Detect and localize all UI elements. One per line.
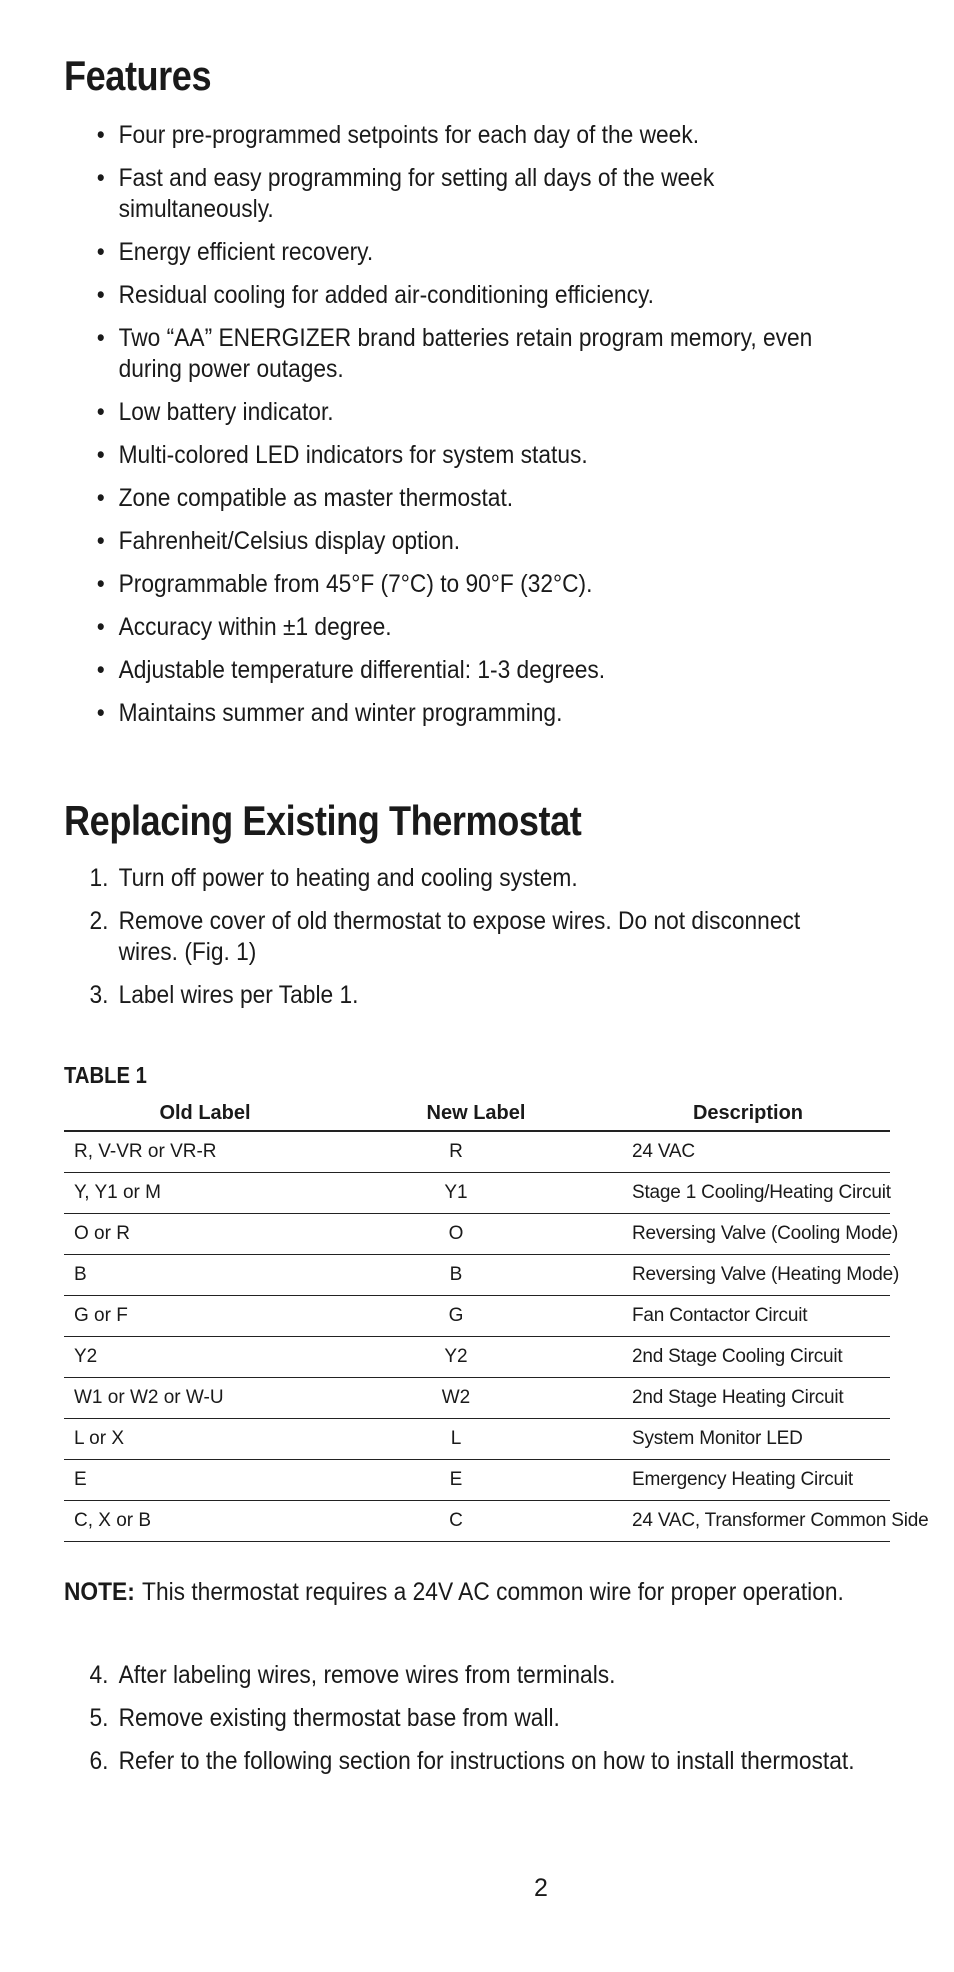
bullet-marker: • — [96, 121, 105, 149]
description-cell: 2nd Stage Cooling Circuit — [606, 1337, 890, 1378]
step-number: 4. — [89, 1661, 109, 1689]
new-label-cell: O — [346, 1214, 606, 1255]
step-item — [64, 1746, 865, 1777]
old-label-cell: O or R — [64, 1214, 346, 1255]
step-text: Remove existing thermostat base from wall. — [118, 1704, 560, 1732]
feature-text: Maintains summer and winter programming. — [118, 699, 563, 727]
features-list — [64, 120, 944, 741]
step-item — [64, 1660, 865, 1691]
feature-item — [64, 163, 865, 225]
note — [64, 1578, 844, 1607]
bullet-marker: • — [96, 164, 105, 192]
description-cell: Reversing Valve (Heating Mode) — [606, 1255, 890, 1296]
new-label-cell: G — [346, 1296, 606, 1337]
old-label-cell: W1 or W2 or W-U — [64, 1378, 346, 1419]
feature-item — [64, 440, 865, 471]
feature-text: Four pre-programmed setpoints for each day of the week. — [118, 121, 700, 149]
step-text: Label wires per Table 1. — [118, 981, 359, 1009]
new-label-cell: W2 — [346, 1378, 606, 1419]
feature-text: Programmable from 45°F (7°C) to 90°F (32°C). — [118, 570, 593, 598]
table-row — [64, 1214, 890, 1255]
header-description: Description — [606, 1096, 890, 1131]
table-header-row — [64, 1096, 890, 1131]
description-cell: 2nd Stage Heating Circuit — [606, 1378, 890, 1419]
new-label-cell: E — [346, 1460, 606, 1501]
note-label: NOTE: — [64, 1578, 135, 1606]
feature-text: Fast and easy programming for setting all days of the week simultaneously. — [118, 164, 715, 223]
table-label: TABLE 1 — [64, 1062, 147, 1088]
feature-text: Low battery indicator. — [118, 398, 334, 426]
new-label-cell: B — [346, 1255, 606, 1296]
bullet-marker: • — [96, 484, 105, 512]
note-text: This thermostat requires a 24V AC common wire for proper operation. — [142, 1578, 844, 1606]
step-text: Refer to the following section for instructions on how to install thermostat. — [118, 1747, 855, 1775]
feature-item — [64, 120, 865, 151]
feature-text: Residual cooling for added air-conditioning efficiency. — [118, 281, 654, 309]
page-number: 2 — [534, 1874, 548, 1902]
step-text: Turn off power to heating and cooling system. — [118, 864, 578, 892]
old-label-cell: Y, Y1 or M — [64, 1173, 346, 1214]
description-cell: Stage 1 Cooling/Heating Circuit — [606, 1173, 890, 1214]
feature-text: Energy efficient recovery. — [118, 238, 374, 266]
bullet-marker: • — [96, 570, 105, 598]
table-row — [64, 1337, 890, 1378]
header-old-label: Old Label — [64, 1096, 346, 1131]
features-heading: Features — [64, 52, 212, 99]
step-number: 6. — [89, 1747, 109, 1775]
description-cell: 24 VAC — [606, 1131, 890, 1173]
old-label-cell: B — [64, 1255, 346, 1296]
step-item — [64, 1703, 865, 1734]
old-label-cell: G or F — [64, 1296, 346, 1337]
bullet-marker: • — [96, 613, 105, 641]
old-label-cell: E — [64, 1460, 346, 1501]
feature-text: Adjustable temperature differential: 1-3 degrees. — [118, 656, 606, 684]
new-label-cell: Y1 — [346, 1173, 606, 1214]
table-row — [64, 1419, 890, 1460]
bullet-marker: • — [96, 527, 105, 555]
table-row — [64, 1173, 890, 1214]
step-text: After labeling wires, remove wires from terminals. — [118, 1661, 616, 1689]
feature-item — [64, 237, 865, 268]
feature-item — [64, 526, 865, 557]
step-number: 2. — [89, 907, 109, 935]
feature-text: Accuracy within ±1 degree. — [118, 613, 392, 641]
bullet-marker: • — [96, 699, 105, 727]
step-number: 5. — [89, 1704, 109, 1732]
feature-text: Two “AA” ENERGIZER brand batteries retain program memory, even during power outages. — [118, 324, 813, 383]
table-row — [64, 1296, 890, 1337]
old-label-cell: C, X or B — [64, 1501, 346, 1542]
feature-text: Multi-colored LED indicators for system status. — [118, 441, 588, 469]
feature-item — [64, 655, 865, 686]
replacing-heading: Replacing Existing Thermostat — [64, 797, 582, 844]
new-label-cell: C — [346, 1501, 606, 1542]
old-label-cell: Y2 — [64, 1337, 346, 1378]
feature-item — [64, 323, 865, 385]
bullet-marker: • — [96, 398, 105, 426]
new-label-cell: L — [346, 1419, 606, 1460]
steps-list-part-2 — [64, 1660, 944, 1789]
feature-text: Fahrenheit/Celsius display option. — [118, 527, 461, 555]
feature-item — [64, 698, 865, 729]
table-row — [64, 1501, 890, 1542]
table-row — [64, 1255, 890, 1296]
table-row — [64, 1460, 890, 1501]
bullet-marker: • — [96, 238, 105, 266]
description-cell: Fan Contactor Circuit — [606, 1296, 890, 1337]
old-label-cell: R, V-VR or VR-R — [64, 1131, 346, 1173]
step-item — [64, 906, 865, 968]
new-label-cell: R — [346, 1131, 606, 1173]
bullet-marker: • — [96, 441, 105, 469]
header-new-label: New Label — [346, 1096, 606, 1131]
feature-item — [64, 483, 865, 514]
step-item — [64, 980, 865, 1011]
wiring-table — [64, 1096, 929, 1542]
description-cell: System Monitor LED — [606, 1419, 890, 1460]
table-row — [64, 1131, 890, 1173]
bullet-marker: • — [96, 281, 105, 309]
table-row — [64, 1378, 890, 1419]
bullet-marker: • — [96, 324, 105, 352]
feature-item — [64, 612, 865, 643]
bullet-marker: • — [96, 656, 105, 684]
step-text: Remove cover of old thermostat to expose wires. Do not disconnect wires. (Fig. 1) — [118, 907, 801, 966]
feature-item — [64, 280, 865, 311]
old-label-cell: L or X — [64, 1419, 346, 1460]
description-cell: 24 VAC, Transformer Common Side — [606, 1501, 890, 1542]
feature-item — [64, 397, 865, 428]
feature-item — [64, 569, 865, 600]
steps-list-part-1 — [64, 863, 944, 1023]
new-label-cell: Y2 — [346, 1337, 606, 1378]
feature-text: Zone compatible as master thermostat. — [118, 484, 514, 512]
description-cell: Reversing Valve (Cooling Mode) — [606, 1214, 890, 1255]
step-number: 3. — [89, 981, 109, 1009]
description-cell: Emergency Heating Circuit — [606, 1460, 890, 1501]
step-number: 1. — [89, 864, 109, 892]
step-item — [64, 863, 865, 894]
